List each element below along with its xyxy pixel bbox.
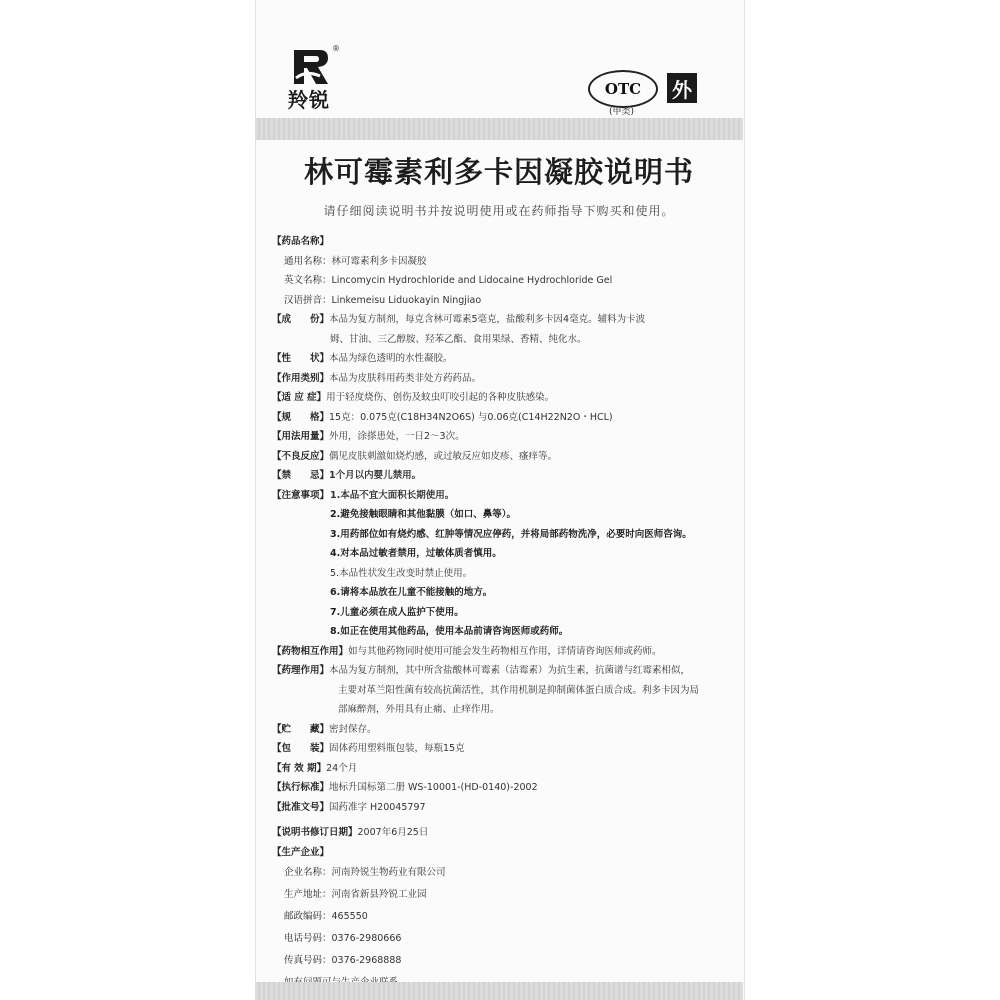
otc-badge: OTC xyxy=(588,70,658,108)
indications-row: 【适 应 症】用于轻度烧伤、创伤及蚊虫叮咬引起的各种皮肤感染。 xyxy=(272,392,555,403)
composition-row: 【成 份】本品为复方制剂，每克含林可霉素5毫克，盐酸利多卡因4毫克。辅料为卡波 xyxy=(272,314,646,325)
precaution-item: 4.对本品过敏者禁用，过敏体质者慎用。 xyxy=(330,548,502,559)
dosage-row: 【用法用量】外用，涂搽患处，一日2～3次。 xyxy=(272,431,465,442)
postcode-row: 邮政编码：465550 xyxy=(284,911,368,922)
phone-row: 电话号码：0376-2980666 xyxy=(284,933,402,944)
revision-date-row: 【说明书修订日期】2007年6月25日 xyxy=(272,827,429,838)
english-name-row: 英文名称：Lincomycin Hydrochloride and Lidocaine Hydrochloride Gel xyxy=(284,275,613,286)
pharmacology-continued: 主要对革兰阳性菌有较高抗菌活性，其作用机制是抑制菌体蛋白质合成。利多卡因为局 xyxy=(338,684,700,696)
interactions-row: 【药物相互作用】如与其他药物同时使用可能会发生药物相互作用，详情请咨询医师或药师。 xyxy=(272,645,662,657)
address-row: 生产地址：河南省新县羚锐工业园 xyxy=(284,889,427,900)
pharmacology-continued: 部麻醉剂，外用具有止痛、止痒作用。 xyxy=(338,704,500,715)
drug-name-heading: 【药品名称】 xyxy=(272,236,330,247)
storage-row: 【贮 藏】密封保存。 xyxy=(272,723,377,735)
package-row: 【包 装】固体药用塑料瓶包装，每瓶15克 xyxy=(272,743,465,754)
page-subtitle: 请仔细阅读说明书并按说明使用或在药师指导下购买和使用。 xyxy=(323,204,675,218)
contraindications-row: 【禁 忌】1个月以内婴儿禁用。 xyxy=(272,470,422,481)
precautions-row: 【注意事项】1.本品不宜大面积长期使用。 xyxy=(272,489,455,501)
page-title: 林可霉素利多卡因凝胶说明书 xyxy=(303,155,694,189)
pharmacology-row: 【药理作用】本品为复方制剂，其中所含盐酸林可霉素（洁霉素）为抗生素，抗菌谱与红霉素相似， xyxy=(272,665,691,676)
standard-row: 【执行标准】地标升国标第二册 WS-10001-(HD-0140)-2002 xyxy=(272,782,538,793)
brand-name: 羚锐 xyxy=(288,88,330,112)
validity-row: 【有 效 期】24个月 xyxy=(272,762,358,774)
precaution-item: 6.请将本品放在儿童不能接触的地方。 xyxy=(330,587,493,598)
composition-continued: 姆、甘油、三乙醇胺、羟苯乙酯、食用果绿、香精、纯化水。 xyxy=(330,333,587,345)
category-row: 【作用类别】本品为皮肤科用药类非处方药药品。 xyxy=(272,372,482,384)
spec-row: 【规 格】15克：0.075克(C18H34N2O6S) 与0.06克(C14H22N2O・HCL) xyxy=(272,411,613,423)
precaution-item: 2.避免接触眼睛和其他黏膜（如口、鼻等）。 xyxy=(330,509,516,520)
header-band xyxy=(255,118,743,140)
manufacturer-heading: 【生产企业】 xyxy=(272,846,330,858)
precaution-item: 5.本品性状发生改变时禁止使用。 xyxy=(330,567,473,579)
brand-logo-icon xyxy=(290,48,330,86)
external-use-badge: 外 xyxy=(667,73,697,103)
appearance-row: 【性 状】本品为绿色透明的水性凝胶。 xyxy=(272,353,453,364)
company-row: 企业名称：河南羚锐生物药业有限公司 xyxy=(284,867,446,878)
adverse-reactions-row: 【不良反应】偶见皮肤刺激如烧灼感，或过敏反应如皮疹、瘙痒等。 xyxy=(272,450,558,462)
precaution-item: 3.用药部位如有烧灼感、红肿等情况应停药，并将局部药物洗净，必要时向医师咨询。 xyxy=(330,528,692,540)
precaution-item: 8.如正在使用其他药品，使用本品前请咨询医师或药师。 xyxy=(330,626,569,637)
approval-row: 【批准文号】国药准字 H20045797 xyxy=(272,801,426,813)
precaution-item: 7.儿童必须在成人监护下使用。 xyxy=(330,606,464,618)
generic-name-row: 通用名称：林可霉素利多卡因凝胶 xyxy=(284,255,427,267)
pinyin-name-row: 汉语拼音：Linkemeisu Liduokayin Ningjiao xyxy=(284,294,482,306)
otc-class-label: (甲类) xyxy=(609,107,635,117)
fax-row: 传真号码：0376-2968888 xyxy=(284,955,402,966)
leaflet-content xyxy=(272,232,732,994)
registered-mark: ® xyxy=(332,44,340,53)
footer-band xyxy=(255,982,743,1000)
